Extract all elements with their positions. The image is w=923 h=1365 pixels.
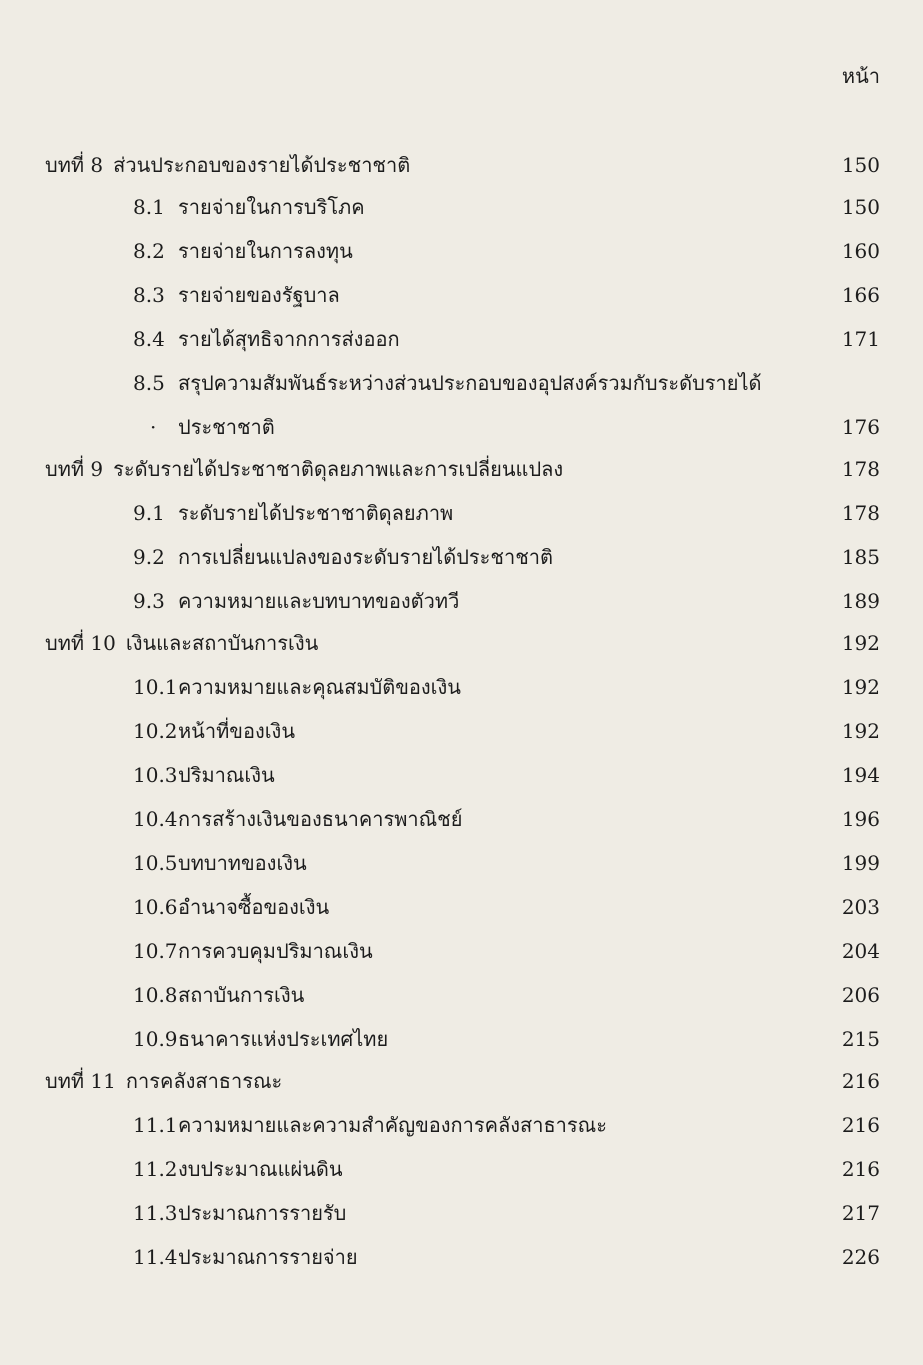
toc-section — [133, 890, 329, 924]
toc-page-number: 171 — [841, 327, 880, 351]
section-number: 9.2 — [133, 545, 165, 569]
section-number: 10.7 — [133, 939, 178, 963]
section-number: 8.4 — [133, 327, 165, 351]
chapter-title: ระดับรายได้ประชาชาติดุลยภาพและการเปลี่ยนแปลง — [113, 457, 564, 481]
toc-page-number: 189 — [841, 589, 880, 613]
toc-title: ประชาชาติ — [178, 415, 275, 439]
toc-section — [133, 540, 553, 574]
section-number: 10.8 — [133, 983, 178, 1007]
section-number: 10.2 — [133, 719, 178, 743]
section-title: การควบคุมปริมาณเงิน — [178, 939, 373, 963]
toc-chapter — [45, 1064, 282, 1098]
toc-page-number: 216 — [841, 1113, 880, 1137]
section-title: สถาบันการเงิน — [178, 983, 305, 1007]
toc-section — [133, 322, 400, 356]
section-title: ประมาณการรายจ่าย — [178, 1245, 358, 1269]
section-title: ความหมายและความสำคัญของการคลังสาธารณะ — [178, 1113, 607, 1137]
section-title: งบประมาณแผ่นดิน — [178, 1157, 343, 1181]
section-title: การสร้างเงินของธนาคารพาณิชย์ — [178, 807, 463, 831]
section-number: 11.3 — [133, 1201, 178, 1225]
toc-section — [133, 190, 365, 224]
toc-page-number: 204 — [841, 939, 880, 963]
toc-section — [133, 1152, 343, 1186]
section-number: 11.2 — [133, 1157, 178, 1181]
section-number: 8.2 — [133, 239, 165, 263]
toc-page-number: 150 — [841, 195, 880, 219]
section-number: 10.1 — [133, 675, 178, 699]
toc-section — [133, 366, 762, 400]
chapter-number: บทที่ 8 — [45, 153, 104, 177]
section-title: ความหมายและคุณสมบัติของเงิน — [178, 675, 461, 699]
toc-page-number: 185 — [841, 545, 880, 569]
toc-page-number: 150 — [841, 153, 880, 177]
section-title: รายจ่ายของรัฐบาล — [178, 283, 340, 307]
section-title: ประมาณการรายรับ — [178, 1201, 347, 1225]
toc-page-number: 216 — [841, 1069, 880, 1093]
section-title: ระดับรายได้ประชาชาติดุลยภาพ — [178, 501, 454, 525]
toc-page-number: 206 — [841, 983, 880, 1007]
toc-section — [133, 670, 461, 704]
chapter-number: บทที่ 9 — [45, 457, 104, 481]
toc-section — [133, 802, 462, 836]
section-title: สรุปความสัมพันธ์ระหว่างส่วนประกอบของอุปสงค์รวมกับระดับรายได้ — [178, 371, 762, 395]
bullet-mark: · — [150, 415, 157, 439]
section-title: รายจ่ายในการลงทุน — [178, 239, 353, 263]
toc-page-number: 176 — [841, 415, 880, 439]
toc-chapter — [45, 452, 563, 486]
section-number: 9.3 — [133, 589, 165, 613]
toc-section — [133, 234, 353, 268]
section-title: รายได้สุทธิจากการส่งออก — [178, 327, 400, 351]
toc-page-number: 192 — [841, 675, 880, 699]
toc-section — [133, 496, 453, 530]
toc-section — [133, 278, 340, 312]
toc-page-number: 192 — [841, 719, 880, 743]
section-number: 10.3 — [133, 763, 178, 787]
page-column-label: หน้า — [841, 64, 880, 88]
toc-section — [133, 1022, 388, 1056]
toc-section — [133, 1196, 346, 1230]
section-title: ปริมาณเงิน — [178, 763, 275, 787]
toc-section — [133, 714, 295, 748]
toc-chapter — [45, 148, 410, 182]
section-title: อำนาจซื้อของเงิน — [178, 895, 330, 919]
section-number: 11.4 — [133, 1245, 178, 1269]
toc-page-number: 194 — [841, 763, 880, 787]
toc-page-number: 203 — [841, 895, 880, 919]
section-number: 10.5 — [133, 851, 178, 875]
section-number: 8.1 — [133, 195, 165, 219]
toc-page-number: 215 — [841, 1027, 880, 1051]
section-number: 8.5 — [133, 371, 165, 395]
toc-page-number: 216 — [841, 1157, 880, 1181]
toc-page-number: 178 — [841, 457, 880, 481]
toc-section — [133, 1108, 607, 1142]
section-number: 10.4 — [133, 807, 178, 831]
section-title: หน้าที่ของเงิน — [178, 719, 295, 743]
toc-page-number: 196 — [841, 807, 880, 831]
toc-page-number: 178 — [841, 501, 880, 525]
section-number: 11.1 — [133, 1113, 178, 1137]
toc-section — [133, 1240, 358, 1274]
chapter-title: เงินและสถาบันการเงิน — [125, 631, 319, 655]
section-title: ธนาคารแห่งประเทศไทย — [178, 1027, 389, 1051]
toc-page-number: 217 — [841, 1201, 880, 1225]
chapter-title: การคลังสาธารณะ — [125, 1069, 283, 1093]
chapter-number: บทที่ 10 — [45, 631, 116, 655]
section-number: 9.1 — [133, 501, 165, 525]
section-number: 10.6 — [133, 895, 178, 919]
toc-chapter — [45, 626, 318, 660]
section-number: 10.9 — [133, 1027, 178, 1051]
toc-section — [133, 758, 275, 792]
toc-section — [133, 934, 373, 968]
toc-page-number: 199 — [841, 851, 880, 875]
section-title: บทบาทของเงิน — [178, 851, 307, 875]
chapter-title: ส่วนประกอบของรายได้ประชาชาติ — [113, 153, 411, 177]
toc-section — [133, 846, 307, 880]
section-title: การเปลี่ยนแปลงของระดับรายได้ประชาชาติ — [178, 545, 553, 569]
toc-page-number: 160 — [841, 239, 880, 263]
chapter-number: บทที่ 11 — [45, 1069, 116, 1093]
toc-page-number: 192 — [841, 631, 880, 655]
toc-section — [133, 978, 304, 1012]
toc-page-number: 226 — [841, 1245, 880, 1269]
section-title: รายจ่ายในการบริโภค — [178, 195, 365, 219]
toc-page-number: 166 — [841, 283, 880, 307]
toc-continuation — [133, 410, 275, 444]
section-number: 8.3 — [133, 283, 165, 307]
section-title: ความหมายและบทบาทของตัวทวี — [178, 589, 460, 613]
toc-section — [133, 584, 459, 618]
